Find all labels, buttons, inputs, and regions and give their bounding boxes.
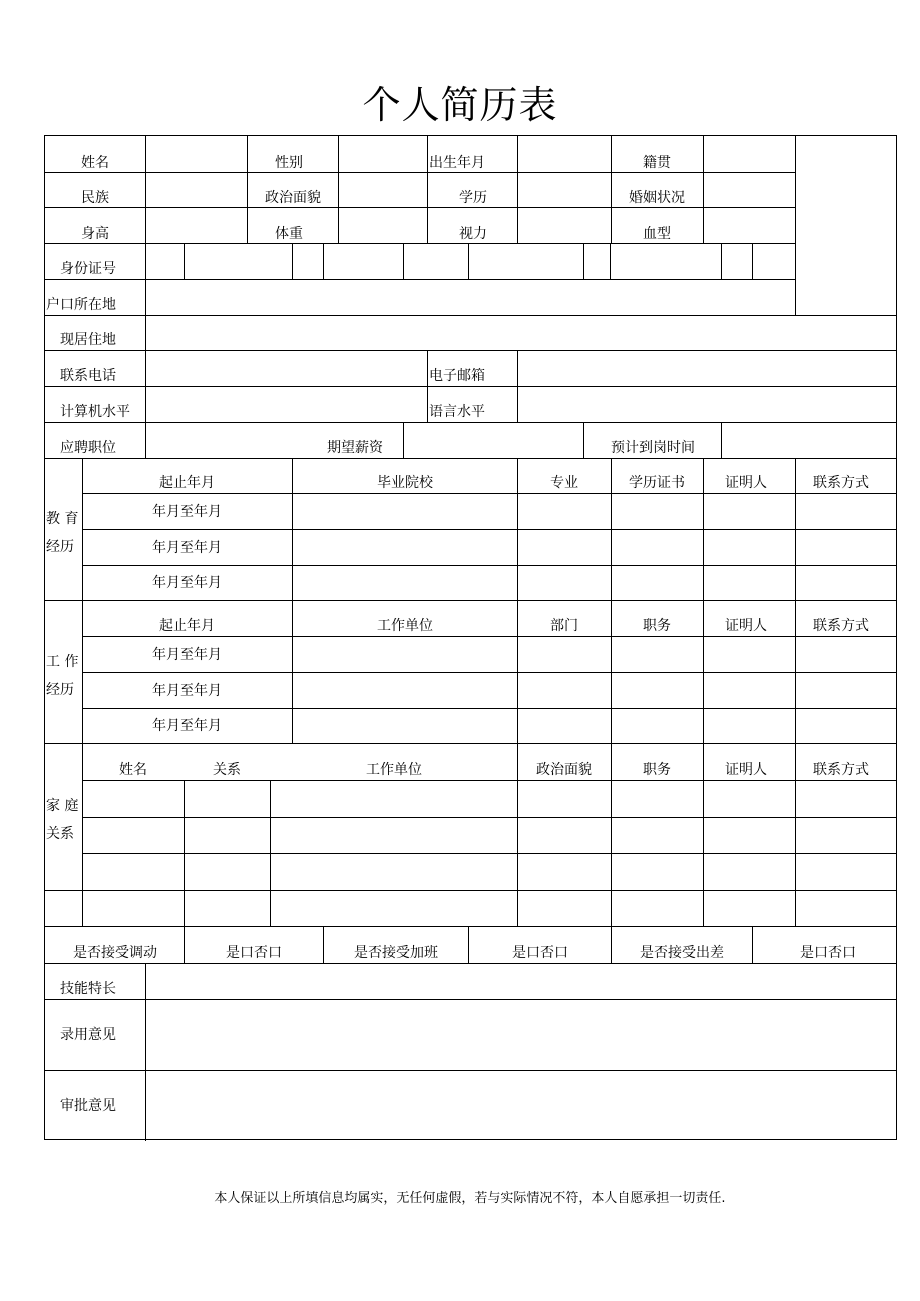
family-header: 政治面貌 bbox=[536, 762, 592, 778]
declaration-note: 本人保证以上所填信息均属实，无任何虚假，若与实际情况不符，本人自愿承担一切责任. bbox=[214, 1191, 726, 1206]
label-email: 电子邮箱 bbox=[429, 368, 485, 384]
label-position: 应聘职位 bbox=[60, 440, 116, 456]
edu-period: 年月至年月 bbox=[152, 575, 222, 591]
label-skills: 技能特长 bbox=[60, 981, 116, 997]
work-period: 年月至年月 bbox=[152, 683, 222, 699]
edu-header: 学历证书 bbox=[629, 475, 685, 491]
section-education-label: 教 育 bbox=[46, 511, 79, 527]
family-header: 证明人 bbox=[725, 762, 767, 778]
family-header: 工作单位 bbox=[366, 762, 422, 778]
edu-period: 年月至年月 bbox=[152, 540, 222, 556]
form-title: 个人简历表 bbox=[362, 83, 558, 127]
label-accept-transfer: 是否接受调动 bbox=[73, 945, 157, 961]
label-gender: 性别 bbox=[275, 155, 303, 171]
label-marital: 婚姻状况 bbox=[629, 190, 685, 206]
work-period: 年月至年月 bbox=[152, 718, 222, 734]
label-phone: 联系电话 bbox=[60, 368, 116, 384]
label-residence: 现居住地 bbox=[60, 332, 116, 348]
family-header: 职务 bbox=[643, 762, 671, 778]
label-salary: 期望薪资 bbox=[327, 440, 383, 456]
label-political: 政治面貌 bbox=[265, 190, 321, 206]
label-blood: 血型 bbox=[643, 226, 671, 242]
label-height: 身高 bbox=[81, 226, 109, 242]
section-work-label-2: 经历 bbox=[46, 682, 74, 698]
section-education-label-2: 经历 bbox=[46, 539, 74, 555]
work-header: 联系方式 bbox=[813, 618, 869, 634]
label-ethnicity: 民族 bbox=[81, 190, 109, 206]
work-period: 年月至年月 bbox=[152, 647, 222, 663]
label-id-number: 身份证号 bbox=[60, 261, 116, 277]
edu-header: 联系方式 bbox=[813, 475, 869, 491]
section-family-label: 家 庭 bbox=[46, 798, 79, 814]
label-hukou: 户口所在地 bbox=[46, 297, 116, 313]
edu-header: 证明人 bbox=[725, 475, 767, 491]
work-header: 证明人 bbox=[725, 618, 767, 634]
label-birth: 出生年月 bbox=[429, 155, 485, 171]
label-education: 学历 bbox=[459, 190, 487, 206]
label-hiring-opinion: 录用意见 bbox=[60, 1027, 116, 1043]
family-header: 关系 bbox=[213, 762, 241, 778]
resume-form-table bbox=[44, 135, 897, 1140]
label-language: 语言水平 bbox=[429, 404, 485, 420]
edu-header: 毕业院校 bbox=[377, 475, 433, 491]
label-weight: 体重 bbox=[275, 226, 303, 242]
label-arrival: 预计到岗时间 bbox=[611, 440, 695, 456]
label-computer: 计算机水平 bbox=[60, 404, 130, 420]
label-vision: 视力 bbox=[459, 226, 487, 242]
label-accept-overtime: 是否接受加班 bbox=[354, 945, 438, 961]
label-accept-travel: 是否接受出差 bbox=[640, 945, 724, 961]
travel-checkbox-options[interactable]: 是口否口 bbox=[800, 945, 856, 961]
label-native-place: 籍贯 bbox=[643, 155, 671, 171]
label-approval-opinion: 审批意见 bbox=[60, 1098, 116, 1114]
work-header: 职务 bbox=[643, 618, 671, 634]
section-family-label-2: 关系 bbox=[46, 826, 74, 842]
section-work-label: 工 作 bbox=[46, 654, 79, 670]
family-header: 姓名 bbox=[119, 762, 147, 778]
transfer-checkbox-options[interactable]: 是口否口 bbox=[226, 945, 282, 961]
work-header: 部门 bbox=[550, 618, 578, 634]
edu-period: 年月至年月 bbox=[152, 504, 222, 520]
overtime-checkbox-options[interactable]: 是口否口 bbox=[512, 945, 568, 961]
edu-header: 专业 bbox=[550, 475, 578, 491]
family-header: 联系方式 bbox=[813, 762, 869, 778]
edu-header: 起止年月 bbox=[159, 475, 215, 491]
work-header: 起止年月 bbox=[159, 618, 215, 634]
work-header: 工作单位 bbox=[377, 618, 433, 634]
label-name: 姓名 bbox=[81, 155, 109, 171]
